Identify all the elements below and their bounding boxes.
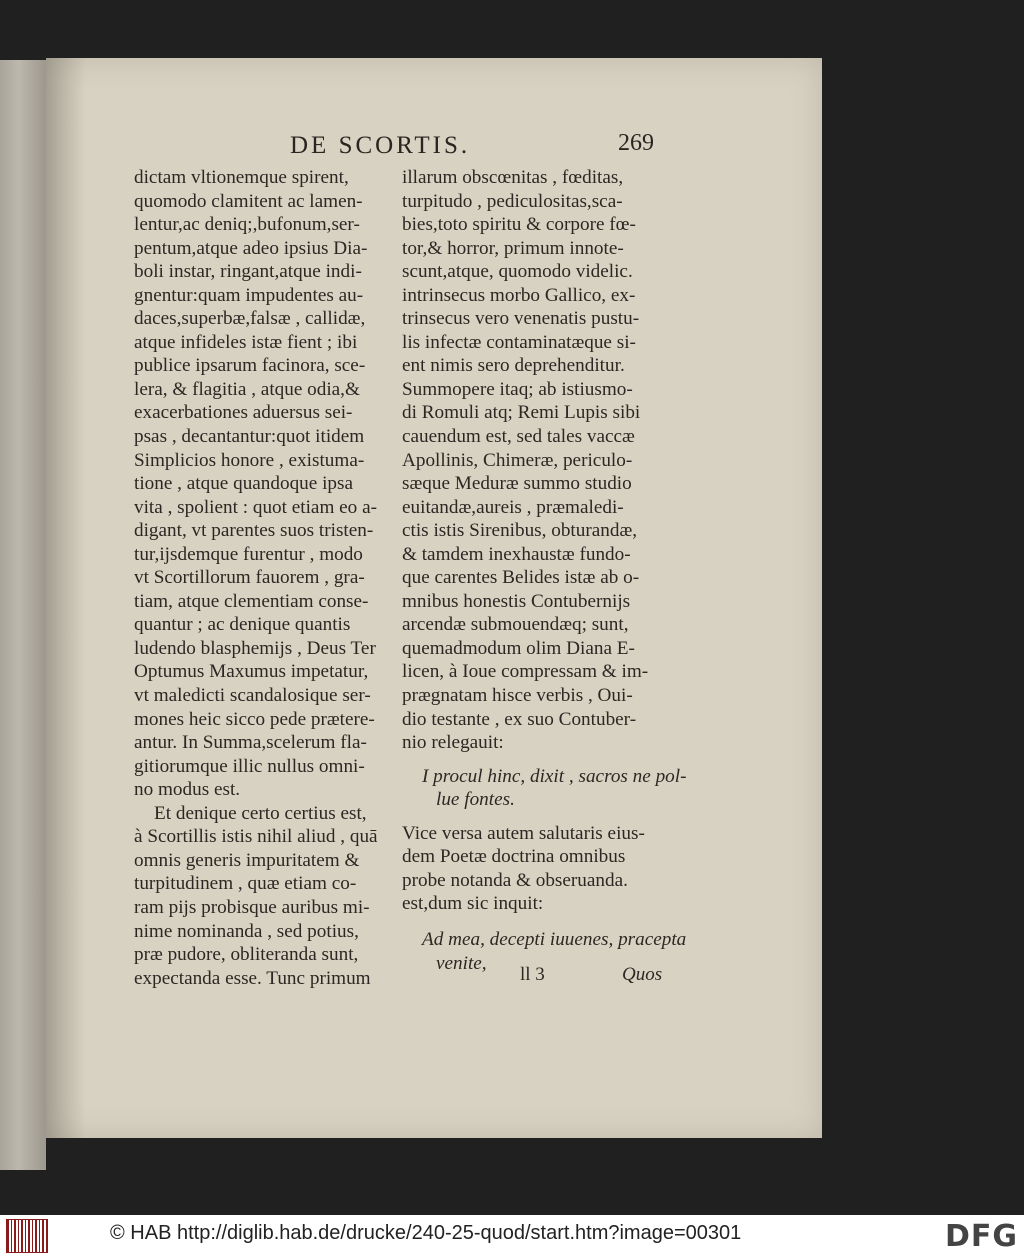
text-line: publice ipsarum facinora, sce- bbox=[134, 355, 366, 377]
signature-mark: ll 3 bbox=[520, 964, 545, 985]
text-line: expectanda esse. Tunc primum bbox=[134, 967, 371, 989]
text-line: prægnatam hisce verbis , Oui- bbox=[402, 685, 633, 707]
text-line: tiam, atque clementiam conse- bbox=[134, 590, 369, 612]
text-line: dictam vltionemque spirent, bbox=[134, 167, 349, 188]
running-head: DE SCORTIS. bbox=[290, 132, 471, 159]
text-line: omnis generis impuritatem & bbox=[134, 849, 360, 871]
text-line: trinsecus vero venenatis pustu- bbox=[402, 308, 640, 330]
text-line: Et denique certo certius est, bbox=[154, 802, 367, 824]
text-line: lis infectæ contaminatæque si- bbox=[402, 331, 636, 353]
text-line: turpitudo , pediculositas,sca- bbox=[402, 190, 623, 212]
footer-source-url[interactable]: © HAB http://diglib.hab.de/drucke/240-25-quod/start.htm?image=00301 bbox=[110, 1222, 742, 1244]
previous-page-edge bbox=[0, 60, 46, 1170]
text-line: psas , decantantur:quot itidem bbox=[134, 426, 365, 448]
text-line: licen, à Ioue compressam & im- bbox=[402, 661, 649, 683]
text-line: exacerbationes aduersus sei- bbox=[134, 402, 353, 424]
text-line: quantur ; ac denique quantis bbox=[134, 614, 351, 636]
text-line: scunt,atque, quomodo videlic. bbox=[402, 261, 633, 283]
text-line: tor,& horror, primum innote- bbox=[402, 237, 624, 259]
text-line: tione , atque quandoque ipsa bbox=[134, 473, 353, 495]
text-line: pentum,atque adeo ipsius Dia- bbox=[134, 237, 368, 259]
text-line: di Romuli atq; Remi Lupis sibi bbox=[402, 402, 641, 424]
catchword: Quos bbox=[622, 964, 663, 985]
left-column bbox=[134, 166, 398, 990]
text-line: vt Scortillorum fauorem , gra- bbox=[134, 567, 365, 589]
text-line: lentur,ac deniq;,bufonum,ser- bbox=[134, 214, 360, 236]
text-line: arcendæ submouendæq; sunt, bbox=[402, 614, 629, 636]
text-line: nio relegauit: bbox=[402, 732, 504, 754]
verse-line: I procul hinc, dixit , sacros ne pol- bbox=[422, 765, 687, 787]
text-line: vita , spolient : quot etiam eo a- bbox=[134, 496, 377, 518]
verse-line: venite, bbox=[436, 952, 487, 974]
text-line: dio testante , ex suo Contuber- bbox=[402, 708, 637, 730]
right-column bbox=[402, 166, 687, 975]
text-line: dem Poetæ doctrina omnibus bbox=[402, 846, 626, 868]
barcode-icon bbox=[6, 1219, 48, 1253]
text-line: euitandæ,aureis , præmaledi- bbox=[402, 496, 624, 518]
text-line: quomodo clamitent ac lamen- bbox=[134, 190, 363, 212]
text-line: & tamdem inexhaustæ fundo- bbox=[402, 543, 631, 565]
text-line: Simplicios honore , existuma- bbox=[134, 449, 365, 471]
text-line: nime nominanda , sed potius, bbox=[134, 920, 359, 942]
text-line: vt maledicti scandalosique ser- bbox=[134, 685, 371, 707]
page-number: 269 bbox=[618, 130, 654, 156]
verse-line: lue fontes. bbox=[436, 789, 515, 811]
verse-line: Ad mea, decepti iuuenes, pracepta bbox=[422, 928, 687, 950]
text-line: sæque Meduræ summo studio bbox=[402, 473, 632, 495]
text-line: bies,toto spiritu & corpore fœ- bbox=[402, 214, 636, 236]
book-page bbox=[46, 58, 822, 1138]
text-line: est,dum sic inquit: bbox=[402, 893, 544, 915]
text-line: mones heic sicco pede prætere- bbox=[134, 708, 375, 730]
dfg-logo: DFG bbox=[944, 1219, 1018, 1254]
text-line: probe notanda & obseruanda. bbox=[402, 869, 628, 891]
text-line: Summopere itaq; ab istiusmo- bbox=[402, 378, 633, 400]
text-line: boli instar, ringant,atque indi- bbox=[134, 261, 362, 283]
text-line: Optumus Maxumus impetatur, bbox=[134, 661, 369, 683]
text-line: Apollinis, Chimeræ, periculo- bbox=[402, 449, 633, 471]
text-line: atque infideles istæ fient ; ibi bbox=[134, 331, 358, 353]
text-line: Vice versa autem salutaris eius- bbox=[402, 822, 645, 844]
footer-bar bbox=[0, 1215, 1024, 1255]
text-line: illarum obscœnitas , fœditas, bbox=[402, 167, 624, 188]
text-line: daces,superbæ,falsæ , callidæ, bbox=[134, 308, 366, 330]
text-line: ent nimis sero deprehenditur. bbox=[402, 355, 625, 377]
text-line: gnentur:quam impudentes au- bbox=[134, 284, 364, 306]
text-line: turpitudinem , quæ etiam co- bbox=[134, 873, 357, 895]
text-line: digant, vt parentes suos tristen- bbox=[134, 520, 374, 542]
text-line: mnibus honestis Contubernijs bbox=[402, 590, 631, 612]
text-line: intrinsecus morbo Gallico, ex- bbox=[402, 284, 636, 306]
text-line: ludendo blasphemijs , Deus Ter bbox=[134, 637, 376, 659]
text-line: gitiorumque illic nullus omni- bbox=[134, 755, 365, 777]
text-line: præ pudore, obliteranda sunt, bbox=[134, 944, 359, 966]
text-line: lera, & flagitia , atque odia,& bbox=[134, 378, 360, 400]
text-line: quemadmodum olim Diana E- bbox=[402, 637, 635, 659]
text-line: que carentes Belides istæ ab o- bbox=[402, 567, 640, 589]
text-line: no modus est. bbox=[134, 779, 241, 801]
page-gutter-shadow bbox=[46, 58, 86, 1138]
text-line: tur,ijsdemque furentur , modo bbox=[134, 543, 363, 565]
text-line: ram pijs probisque auribus mi- bbox=[134, 896, 370, 918]
text-line: à Scortillis istis nihil aliud , quā bbox=[134, 826, 378, 848]
text-line: antur. In Summa,scelerum fla- bbox=[134, 732, 367, 754]
text-line: cauendum est, sed tales vaccæ bbox=[402, 426, 635, 448]
text-line: ctis istis Sirenibus, obturandæ, bbox=[402, 520, 638, 542]
